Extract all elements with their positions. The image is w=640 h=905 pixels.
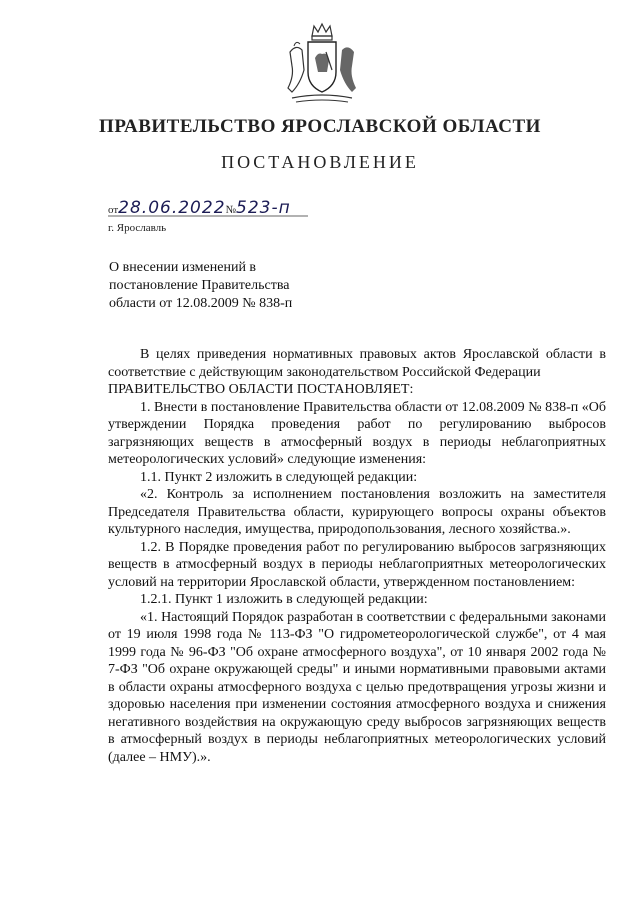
document-subject: О внесении изменений в постановление Правительства области от 12.08.2009 № 838-п: [109, 260, 293, 311]
coat-of-arms-icon: [282, 22, 362, 110]
date-line: [108, 198, 291, 218]
date-prefix: от: [108, 204, 119, 216]
city: г. Ярославль: [108, 222, 167, 234]
paragraph: В целях приведения нормативных правовых актов Ярославской области в соответствие с действующим законодательством Российской Федерации: [108, 347, 606, 380]
document-body: [108, 346, 606, 766]
paragraph: «2. Контроль за исполнением постановления возложить на заместителя Председателя Правительства области, курирующего вопросы охраны объектов культурного наследия, имущества, природопользования, лесного хозяйства.».: [108, 487, 606, 537]
number-prefix: №: [225, 204, 237, 216]
document-date: 28.06.2022: [118, 198, 226, 218]
paragraph: 1.2. В Порядке проведения работ по регулированию выбросов загрязняющих веществ в атмосферный воздух в периоды неблагоприятных метеорологических условий на территории Ярославской области, утвержденном постановлением:: [108, 539, 606, 590]
paragraph: 1. Внести в постановление Правительства области от 12.08.2009 № 838-п «Об утверждении Порядка проведения работ по регулированию выбросов загрязняющих веществ в атмосферный воздух в периоды неблагоприятных метеорологических условий» следующие изменения:: [108, 399, 606, 467]
document-number: 523-п: [236, 198, 291, 218]
paragraph: 1.1. Пункт 2 изложить в следующей редакции:: [140, 469, 418, 485]
paragraph-resolution: ПРАВИТЕЛЬСТВО ОБЛАСТИ ПОСТАНОВЛЯЕТ:: [108, 382, 414, 397]
paragraph: 1.2.1. Пункт 1 изложить в следующей редакции:: [140, 592, 428, 607]
document-type: ПОСТАНОВЛЕНИЕ: [221, 152, 419, 172]
government-title: ПРАВИТЕЛЬСТВО ЯРОСЛАВСКОЙ ОБЛАСТИ: [99, 116, 541, 137]
paragraph: «1. Настоящий Порядок разработан в соответствии с федеральными законами от 19 июля 1998 года № 113-ФЗ "О гидрометеорологической службе", от 4 мая 1999 года № 96-ФЗ "Об охране атмосферного воздуха", от 10 января 2002 года № 7-ФЗ "Об охране окружающей среды" и иными нормативными правовыми актами в области охраны атмосферного воздуха с целью предотвращения угрозы жизни и здоровью населения при изменении состояния атмосферного воздуха и снижения негативного воздействия на окружающую среду выбросов загрязняющих веществ в атмосферный воздух в периоды неблагоприятных метеорологических условий (далее – НМУ).».: [108, 609, 606, 765]
underline-icon: [108, 214, 318, 218]
